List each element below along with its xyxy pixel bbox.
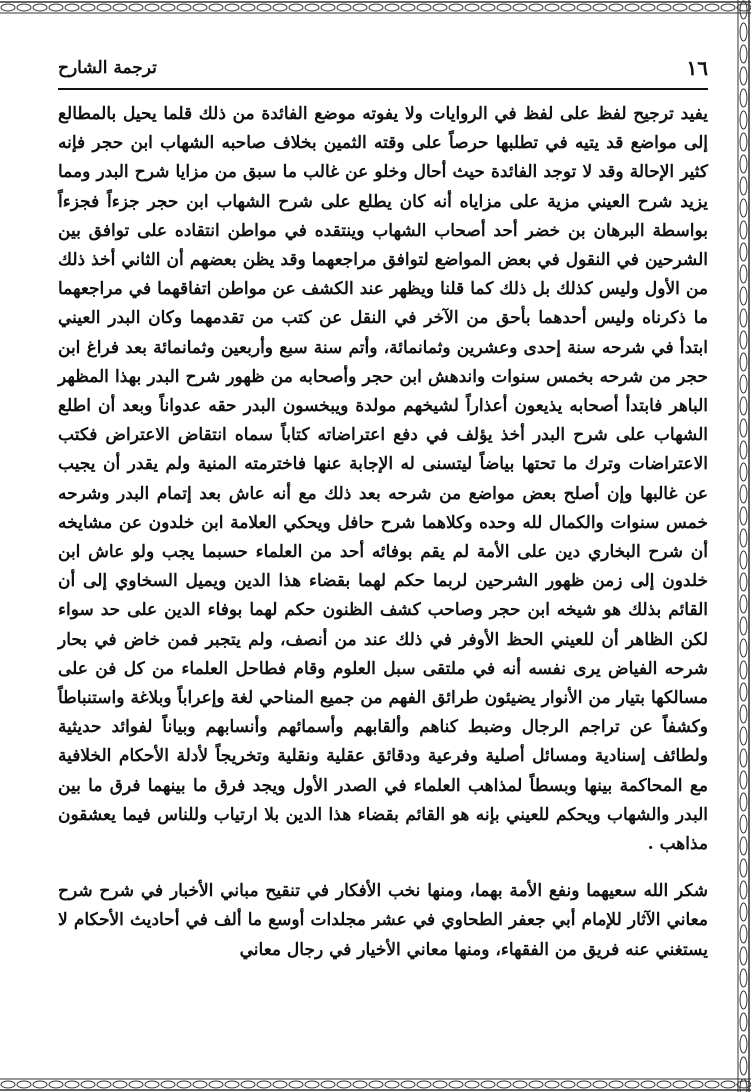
body-text (58, 100, 708, 965)
book-page (48, 0, 708, 1092)
paragraph-2: شكر الله سعيهما ونفع الأمة بهما، ومنها نخب الأفكار في تنقيح مباني الأخبار في شرح شرح معاني الآثار للإمام أبي جعفر الطحاوي في عشر مجلدات أوسع ما ألف في أحاديث الأحكام لا يستغني عنه فريق من الفقهاء، ومنها معاني الأخيار في رجال معاني (58, 881, 709, 960)
paragraph-1: يفيد ترجيح لفظ على لفظ في الروايات ولا يفوته موضع الفائدة من ذلك قلما يحيل بالمطالع إلى مواضع قد يتيه في تطلبها حرصاً على وقته الثمين بخلاف صاحبه الشهاب ابن حجر فإنه كثير الإحالة وقد لا توجد الفائدة حيث أحال وخلو عن غالب ما سبق من مزايا شرح البدر ومما يزيد شرح العيني مزية على مزاياه أنه كان يطلع على شرح الشهاب ابن حجر جزءاً فجزءاً بواسطة البرهان بن خضر أحد أصحاب الشهاب وينتقده في مواطن انتقاده على توافق بين الشرحين في النقول في بعض المواضع لتوافق مراجعهما وقد يظن بعضهم أن الثاني أخذ ذلك من الأول وليس كذلك بل ذلك كما قلنا ويظهر عند الكشف عن مواطن اتفاقهما في مراجعهما ما ذكرناه وليس أحدهما بأحق من الآخر في النقل عن كتب من تقدمهما وكان البدر العيني ابتدأ في شرحه سنة إحدى وعشرين وثمانمائة، وأتم سنة سبع وأربعين وثمانمائة بعد فراغ ابن حجر من شرحه بخمس سنوات واندهش ابن حجر وأصحابه من ظهور شرح البدر بهذا المظهر الباهر فابتدأ أصحابه يذيعون أعذاراً لشيخهم مولدة ويبخسون البدر حقه عدواناً وبعد أن اطلع الشهاب على شرح البدر أخذ يؤلف في دفع اعتراضاته كتاباً سماه انتقاض الاعتراض فكتب الاعتراضات وترك ما تحتها بياضاً ليتسنى له الإجابة عنها فاخترمته المنية ولم يقدر أن يجيب عن غالبها وإن أصلح بعض مواضع من شرحه بعد ذلك مع أنه عاش بعد إتمام البدر وشرحه خمس سنوات والكمال لله وحده وكلاهما شرح حافل ويحكي العلامة ابن خلدون عن مشايخه أن شرح البخاري دين على الأمة لم يقم بوفائه أحد من العلماء حسبما يجب ولو عاش ابن خلدون إلى زمن ظهور الشرحين لربما حكم لهما بقضاء هذا الدين ويميل السخاوي إلى أن القائم بذلك هو شيخه ابن حجر وصاحب كشف الظنون حكم لهما بوفاء الدين على حد سواء لكن الظاهر أن للعيني الحظ الأوفر في ذلك عند من أنصف، ولم يتجبر فمن خاض في بحار شرحه الفياض يرى نفسه أنه في ملتقى سبل العلوم وقام فطاحل العلماء من كل فن على مسالكها بتيار من الأنوار يضيئون طرائق الفهم من جميع المناحي لغة وإعراباً وبلاغة واستنباطاً وكشفاً عن تراجم الرجال وضبط كناهم وألقابهم وأسمائهم وأنسابهم وبياناً لفوائد حديثية ولطائف إسنادية ومسائل أصلية وفرعية ودقائق عقلية ونقلية وتخريجاً لأدلة الأحكام الخلافية مع المحاكمة بينها وبسطاً لمذاهب العلماء في الصدر الأول ويجد فرق ما بينهما فرق ما بين البدر والشهاب ويحكم للعيني بإنه هو القائم بقضاء هذا الدين بلا ارتياب وللناس فيما يعشقون مذاهب . (58, 104, 708, 855)
header-rule (58, 88, 708, 90)
right-ornamental-border (735, 0, 751, 1092)
running-title: ترجمة الشارح (58, 58, 157, 78)
page-number: ١٦ (686, 56, 708, 80)
page-header (58, 56, 708, 86)
